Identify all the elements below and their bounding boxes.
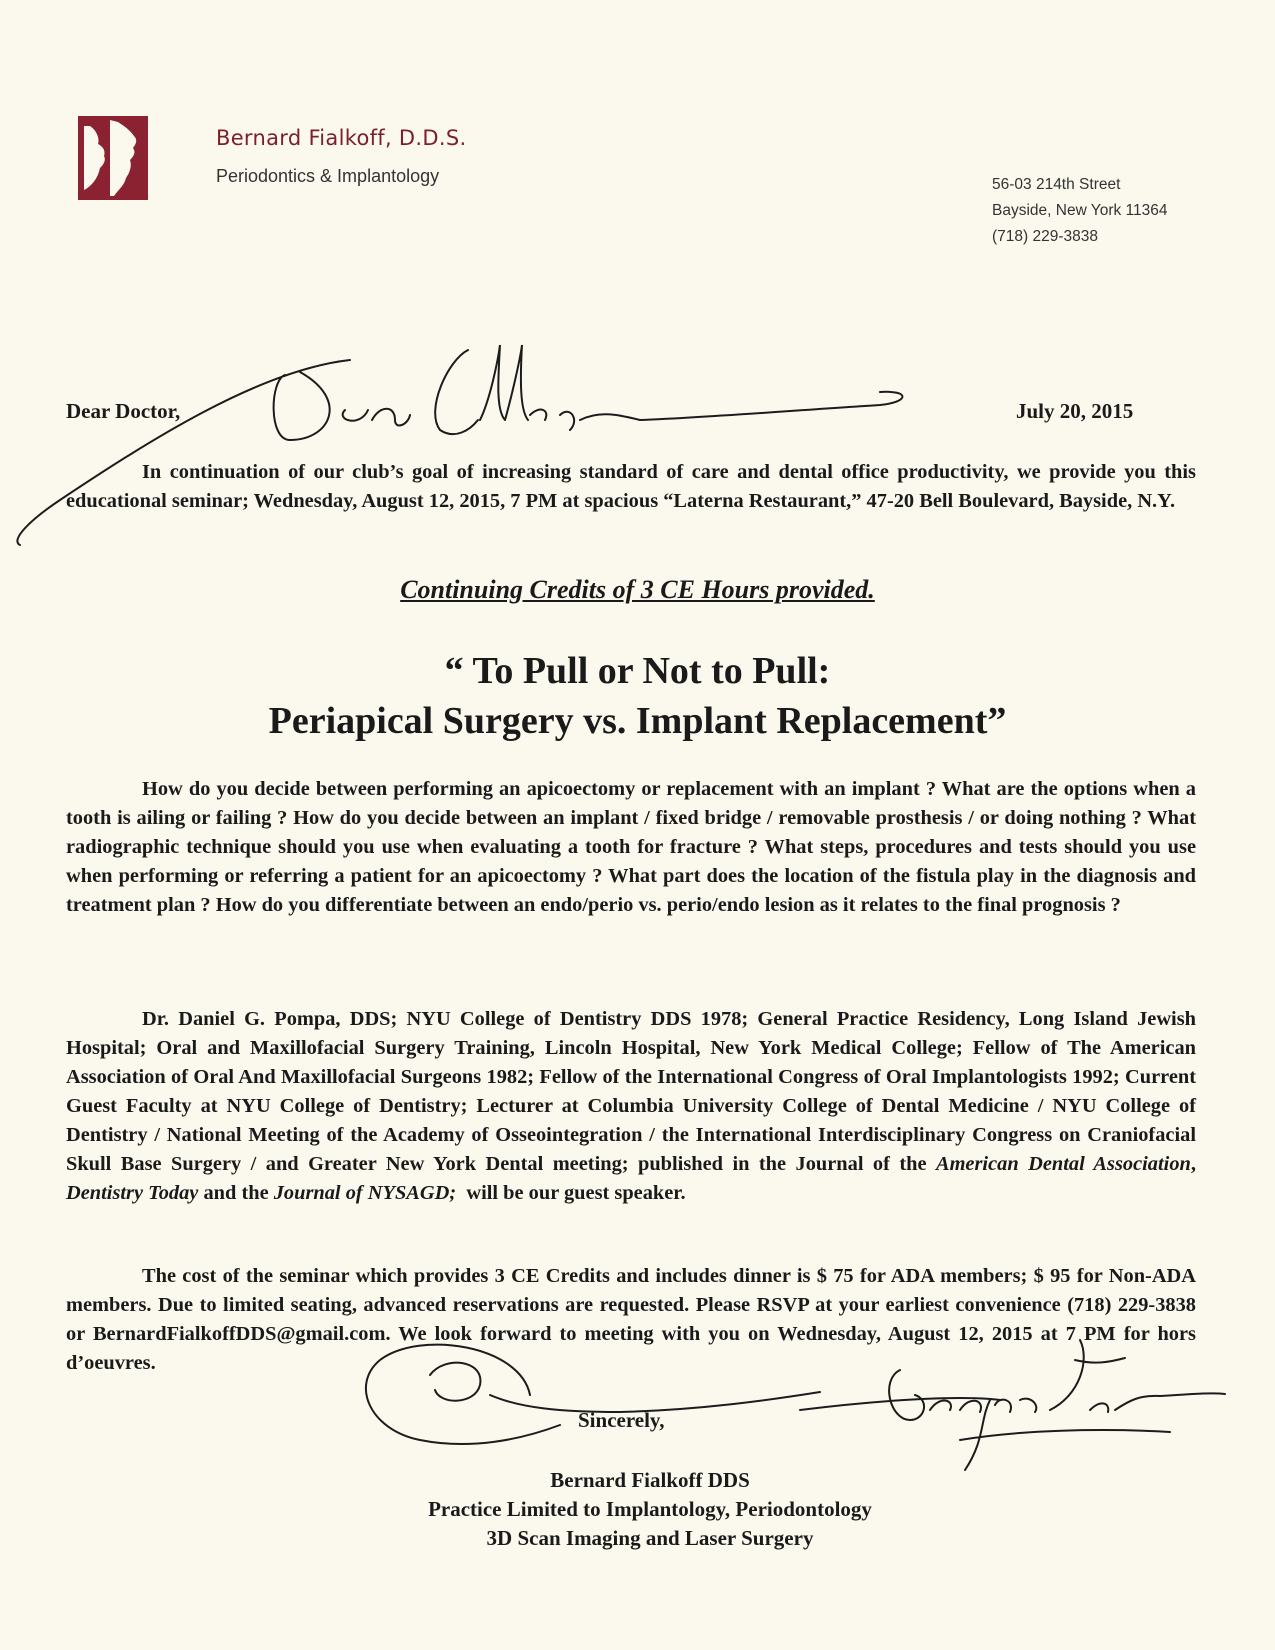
questions-paragraph <box>66 775 1196 920</box>
bio-end: will be our guest speaker. <box>466 1182 686 1204</box>
bio-and: and the <box>203 1182 269 1204</box>
journal-dentistry-today: Dentistry Today <box>66 1182 199 1204</box>
logo-mark <box>78 116 148 200</box>
address-phone: (718) 229-3838 <box>992 228 1098 245</box>
title-line-2: Periapical Surgery vs. Implant Replacement” <box>268 700 1007 742</box>
speaker-bio-paragraph: Dr. Daniel G. Pompa, DDS; NYU College of Dentistry DDS 1978; General Practice Residency, Long Island Jewish Hospital; Oral and Maxillofacial Surgery Training, Lincoln Hospital, New York Medical College; Fellow of The American Association of Oral And Maxillofacial Surgeons 1982; Fellow of the International Congress of Oral Implantologists 1992; Current Guest Faculty at NYU College of Dentistry; Lecturer at Columbia University College of Dental Medicine / NYU College of Dentistry / National Meeting of the Academy of Osseointegration / the International Interdisciplinary Congress on Craniofacial Skull Base Surgery / and Greater New York Dental meeting; published in the Journal of the American Dental Association, Dentistry Today and the Journal of NYSAGD; will be our guest speaker. <box>66 1008 1196 1204</box>
journal-ada: American Dental Association <box>935 1153 1191 1175</box>
practice-logo <box>78 116 148 200</box>
closing: Sincerely, <box>578 1408 665 1432</box>
address-street: 56-03 214th Street <box>992 176 1121 193</box>
title-line-1: “ To Pull or Not to Pull: <box>444 650 831 692</box>
intro-paragraph <box>66 458 1196 516</box>
ce-credits-notice: Continuing Credits of 3 CE Hours provided. <box>400 575 875 604</box>
journal-nysagd: Journal of NYSAGD; <box>273 1182 457 1204</box>
address-city: Bayside, New York 11364 <box>992 202 1168 219</box>
signer-name: Bernard Fialkoff DDS <box>550 1468 750 1492</box>
cost-text: The cost of the seminar which provides 3 CE Credits and includes dinner is $ 75 for ADA members; $ 95 for Non-ADA members. Due to limited seating, advanced reservations are requested. Please RSVP at your earliest convenience (718) 229-3838 or BernardFialkoffDDS@gmail.com. We look forward to meeting with you on Wednesday, August 12, 2015 at 7 PM for hors d’oeuvres. <box>66 1265 1196 1374</box>
intro-text: In continuation of our club’s goal of increasing standard of care and dental office productivity, we provide you this educational seminar; Wednesday, August 12, 2015, 7 PM at spacious “Laterna Restaurant,” 47-20 Bell Boulevard, Bayside, N.Y. <box>66 461 1196 512</box>
salutation: Dear Doctor, <box>66 399 181 423</box>
bio-text: Dr. Daniel G. Pompa, DDS; NYU College of Dentistry DDS 1978; General Practice Residency, Long Island Jewish Hospital; Oral and Maxillofacial Surgery Training, Lincoln Hospital, New York Medical College; Fellow of The American Association of Oral And Maxillofacial Surgeons 1982; Fellow of the International Congress of Oral Implantologists 1992; Current Guest Faculty at NYU College of Dentistry; Lecturer at Columbia University College of Dental Medicine / NYU College of Dentistry / National Meeting of the Academy of Osseointegration / the International Interdisciplinary Congress on Craniofacial Skull Base Surgery / and Greater New York Dental meeting; published in the Journal of the <box>66 1008 1196 1175</box>
letter-date: July 20, 2015 <box>1016 399 1134 423</box>
practice-address <box>992 172 1252 250</box>
cost-paragraph <box>66 1262 1196 1378</box>
signer-practice: Practice Limited to Implantology, Periodontology <box>428 1497 872 1521</box>
practice-specialty: Periodontics & Implantology <box>216 166 440 186</box>
signature-block <box>300 1466 1000 1553</box>
practice-name: Bernard Fialkoff, D.D.S. <box>216 126 467 150</box>
questions-text: How do you decide between performing an apicoectomy or replacement with an implant ? What are the options when a tooth is ailing or failing ? How do you decide between an implant / fixed bridge / removable prosthesis / or doing nothing ? What radiographic technique should you use when evaluating a tooth for fracture ? What steps, procedures and tests should you use when performing or referring a patient for an apicoectomy ? What part does the location of the fistula play in the diagnosis and treatment plan ? How do you differentiate between an endo/perio vs. perio/endo lesion as it relates to the final prognosis ? <box>66 778 1196 916</box>
seminar-title <box>0 646 1275 746</box>
signer-services: 3D Scan Imaging and Laser Surgery <box>486 1526 814 1550</box>
